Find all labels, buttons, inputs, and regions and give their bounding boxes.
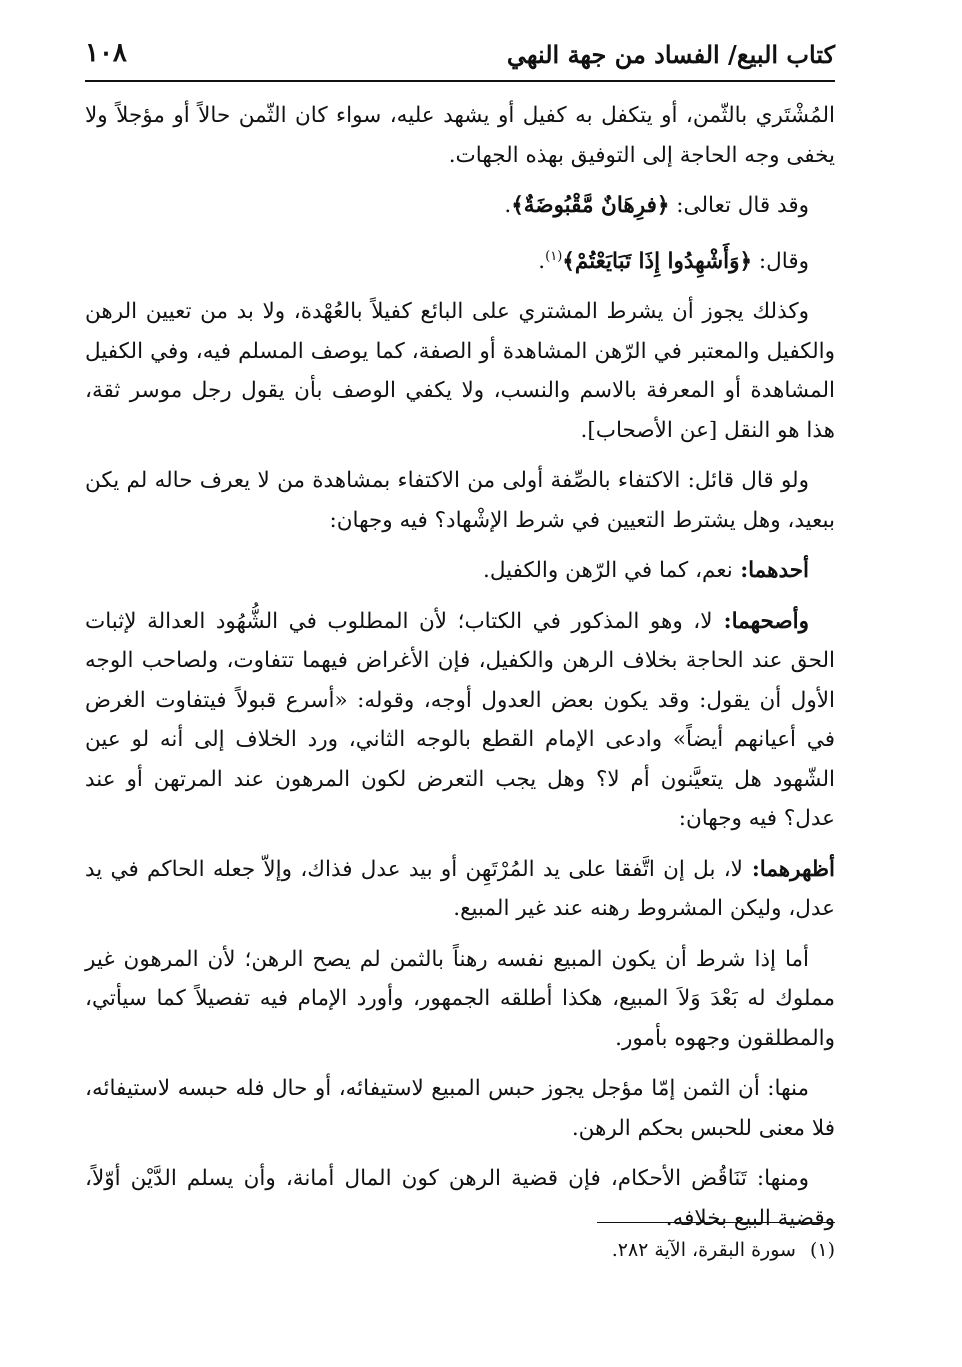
paragraph-lead: أحدهما: — [732, 558, 809, 584]
paragraph — [85, 850, 835, 929]
footnote-number: (١) — [809, 1239, 835, 1261]
body-text — [85, 96, 835, 1249]
paragraph-lead: وأصحهما: — [712, 608, 809, 634]
running-title: كتاب البيع/ الفساد من جهة النهي — [506, 40, 835, 69]
footnote-text: سورة البقرة، الآية ٢٨٢. — [611, 1239, 796, 1261]
quran-citation — [85, 237, 835, 282]
footnote — [85, 1236, 835, 1264]
quran-verse: ﴿فرِهَانٌ مَّقْبُوضَةٌ﴾ — [511, 193, 670, 218]
quran-verse: ﴿وَأَشْهِدُوا إِذَا تَبَايَعْتُمْ﴾ — [562, 248, 753, 274]
paragraph: ومنها: تَنَاقُض الأحكام، فإن قضية الرهن كون المال أمانة، وأن يسلم الدَّيْن أوّلاً، وقضية البيع بخلافه. — [85, 1166, 835, 1231]
quran-citation — [85, 186, 835, 226]
paragraph-lead: أظهرهما: — [742, 856, 835, 882]
page-header — [85, 34, 835, 82]
paragraph: وكذلك يجوز أن يشرط المشتري على البائع كفيلاً بالعُهْدة، ولا بد من تعيين الرهن والكفيل والمعتبر في الرّهن المشاهدة أو الصفة، كما يوصف المسلم فيه، وفي الكفيل المشاهدة أو المعرفة بالاسم والنسب، ولا يكفي الوصف بأن يقول رجل موسر ثقة، هذا هو النقل [عن الأصحاب]. — [85, 299, 835, 443]
paragraph: ولو قال قائل: الاكتفاء بالصِّفة أولى من الاكتفاء بمشاهدة من لا يعرف حاله لم يكن ببعيد، وهل يشترط التعيين في شرط الإشْهاد؟ فيه وجهان: — [85, 468, 835, 533]
paragraph — [85, 602, 835, 839]
paragraph — [85, 551, 835, 591]
paragraph-text: نعم، كما في الرّهن والكفيل. — [482, 558, 733, 584]
footnote-marker: (١) — [545, 248, 563, 264]
paragraph: منها: أن الثمن إمّا مؤجل يجوز حبس المبيع لاستيفائه، أو حال فله حبسه لاستيفائه، فلا معنى للحبس بحكم الرهن. — [85, 1076, 835, 1141]
paragraph: أما إذا شرط أن يكون المبيع نفسه رهناً بالثمن لم يصح الرهن؛ لأن المرهون غير مملوك له بَعْدَ وَلاَ المبيع، هكذا أطلقه الجمهور، وأورد الإمام فيه تفصيلاً كما سيأتي، والمطلقون وجهوه بأمور. — [85, 946, 835, 1051]
citation-end: . — [538, 248, 546, 274]
footnote-separator — [597, 1222, 835, 1223]
paragraph: المُشْتَري بالثّمن، أو يتكفل به كفيل أو يشهد عليه، سواء كان الثّمن حالاً أو مؤجلاً ولا يخفى وجه الحاجة إلى التوفيق بهذه الجهات. — [85, 103, 835, 168]
citation-intro: وقد قال تعالى: — [669, 193, 809, 218]
paragraph-text: لا، وهو المذكور في الكتاب؛ لأن المطلوب في الشُّهُود العدالة لإثبات الحق عند الحاجة بخلاف الرهن والكفيل، فإن الأغراض فيهما تتفاوت، ولصاحب الوجه الأول أن يقول: وقد يكون بعض العدول أوجه، وقوله: «أسرع قبولاً فيتفاوت الغرض في أعيانهم أيضاً» وادعى الإمام القطع بالوجه الثاني، ورد الخلاف إلى أنه لو عين الشّهود هل يتعيَّنون أم لا؟ وهل يجب التعرض لكون المرهون عند المرتهن أو عند عدل؟ فيه وجهان: — [85, 608, 835, 832]
paragraph-text: لا، بل إن اتَّفقا على يد المُرْتَهِن أو بيد عدل فذاك، وإلاّ جعله الحاكم في يد عدل، وليكن المشروط رهنه عند غير المبيع. — [85, 856, 835, 922]
citation-intro: وقال: — [752, 248, 809, 274]
citation-end: . — [504, 193, 512, 218]
page-number: ١٠٨ — [85, 38, 127, 68]
